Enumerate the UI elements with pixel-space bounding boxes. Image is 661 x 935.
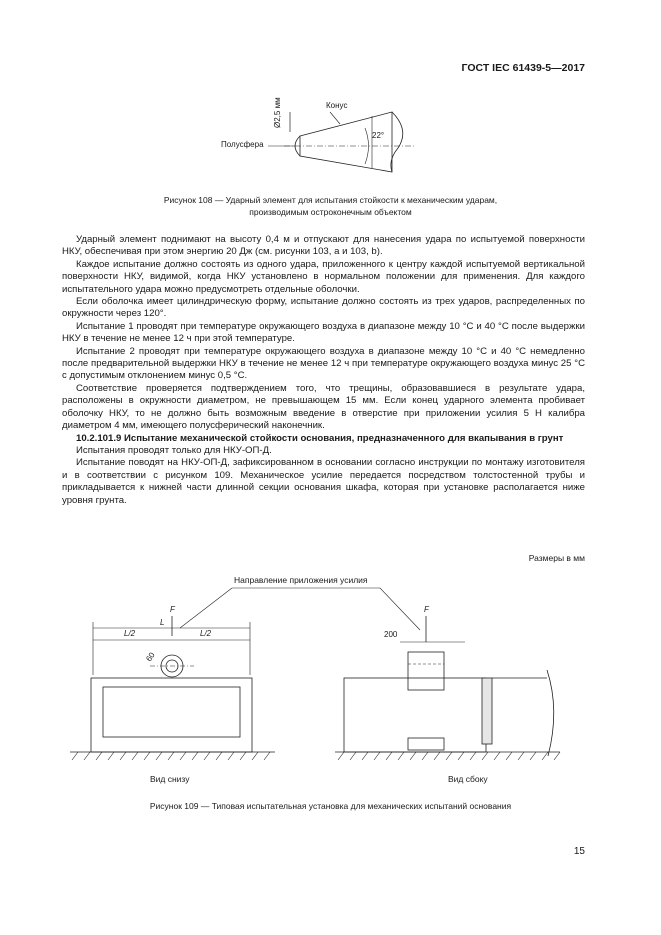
caption-line-2: производимым остроконечным объектом	[249, 207, 412, 217]
base-inner	[103, 687, 240, 737]
bottom-view	[70, 605, 275, 784]
paragraph: Испытание поводят на НКУ-ОП-Д, зафиксированном в основании согласно инструкции по монтажу изготовителя и в соответствии с рисунком 109. Механическое усилие передается посредством толстостенной трубы и прикладывается к нижней части длинной секции основания шкафа, которая при установке располагается ниже уровня грунта.	[62, 457, 585, 506]
hemisphere-label: Полусфера	[221, 140, 264, 149]
cone-shape	[300, 112, 392, 172]
page-number: 15	[573, 846, 585, 857]
figure-109-caption: Рисунок 109 — Типовая испытательная установка для механических испытаний основания	[149, 801, 512, 811]
angle-label: 22°	[372, 131, 385, 140]
base-wall	[482, 678, 492, 744]
paragraph: Если оболочка имеет цилиндрическую форму, испытание должно состоять из трех ударов, распределенных по окружности через 120°.	[62, 296, 585, 320]
paragraph: Ударный элемент поднимают на высоту 0,4 м и отпускают для нанесения удара по испытуемой поверхности НКУ, обеспечивая при этом энергию 20 Дж (см. рисунки 103, а и 103, b).	[62, 234, 585, 258]
direction-label: Направление приложения усилия	[234, 575, 368, 585]
diameter-60-label: 60	[144, 650, 157, 664]
paragraph: Каждое испытание должно состоять из одного удара, приложенного к центру каждой испытуемой вертикальной поверхности НКУ, видимой, когда НКУ установлено в нормальном положении для применения. Для каждого испытательного удара можно предусмотреть отдельные оболочки.	[62, 258, 585, 295]
pressure-tube-bottom	[408, 738, 444, 750]
side-base-body	[344, 678, 486, 752]
section-heading: 10.2.101.9 Испытание механической стойкости основания, предназначенного для вкапывания в грунт	[76, 432, 564, 444]
paragraph: Соответствие проверяется подтверждением того, что трещины, образовавшиеся в результате удара, расположены в окружности диаметром, не превышающем 15 мм. Если конец ударного элемента пробивает оболочку НКУ, то не должно быть возможным введение в отверстие при приложении усилия 5 Н калибра диаметром 4 мм, имеющего полусферический наконечник.	[62, 382, 585, 432]
force-label-right: F	[424, 605, 429, 614]
units-note: Размеры в мм	[528, 553, 585, 563]
ground-hatch-right	[338, 752, 560, 760]
length-label: L	[160, 618, 165, 627]
pressure-tube-top	[408, 652, 444, 690]
view-bottom-label: Вид снизу	[150, 774, 190, 784]
side-view	[335, 605, 560, 784]
cone-label: Конус	[326, 101, 348, 110]
view-side-label: Вид сбоку	[448, 774, 488, 784]
side-break-line	[547, 670, 554, 756]
base-outer	[91, 678, 252, 752]
document-header: ГОСТ IEC 61439-5—2017	[461, 62, 585, 74]
dim-200-label: 200	[384, 630, 398, 639]
half-length-left: L/2	[124, 629, 136, 638]
figure-108-caption	[60, 194, 601, 218]
figure-108-diagram	[0, 0, 661, 200]
cone-break-line	[391, 112, 403, 172]
direction-label-group	[180, 575, 420, 630]
paragraph: Испытание 2 проводят при температуре окружающего воздуха в диапазоне между 10 °С и 40 °С немедленно после предварительной выдержки НКУ в течение не менее 12 ч при температуре окружающего воздуха минус 25 °С с допустимым отклонением минус 0,5 °С.	[62, 345, 585, 382]
half-length-right: L/2	[200, 629, 212, 638]
paragraph: Испытания проводят только для НКУ-ОП-Д.	[76, 444, 272, 456]
paragraph: Испытание 1 проводят при температуре окружающего воздуха в диапазоне между 10 °С и 40 °С после выдержки НКУ в течение не менее 12 ч при этой температуре.	[62, 320, 585, 345]
ground-hatch-left	[72, 752, 270, 760]
caption-line-1: Рисунок 108 — Ударный элемент для испытания стойкости к механическим ударам,	[163, 195, 498, 205]
body-text	[62, 234, 585, 507]
figure-109-diagram	[0, 570, 661, 800]
diameter-label: Ø2,5 мм	[273, 97, 282, 128]
force-label-left: F	[170, 605, 175, 614]
